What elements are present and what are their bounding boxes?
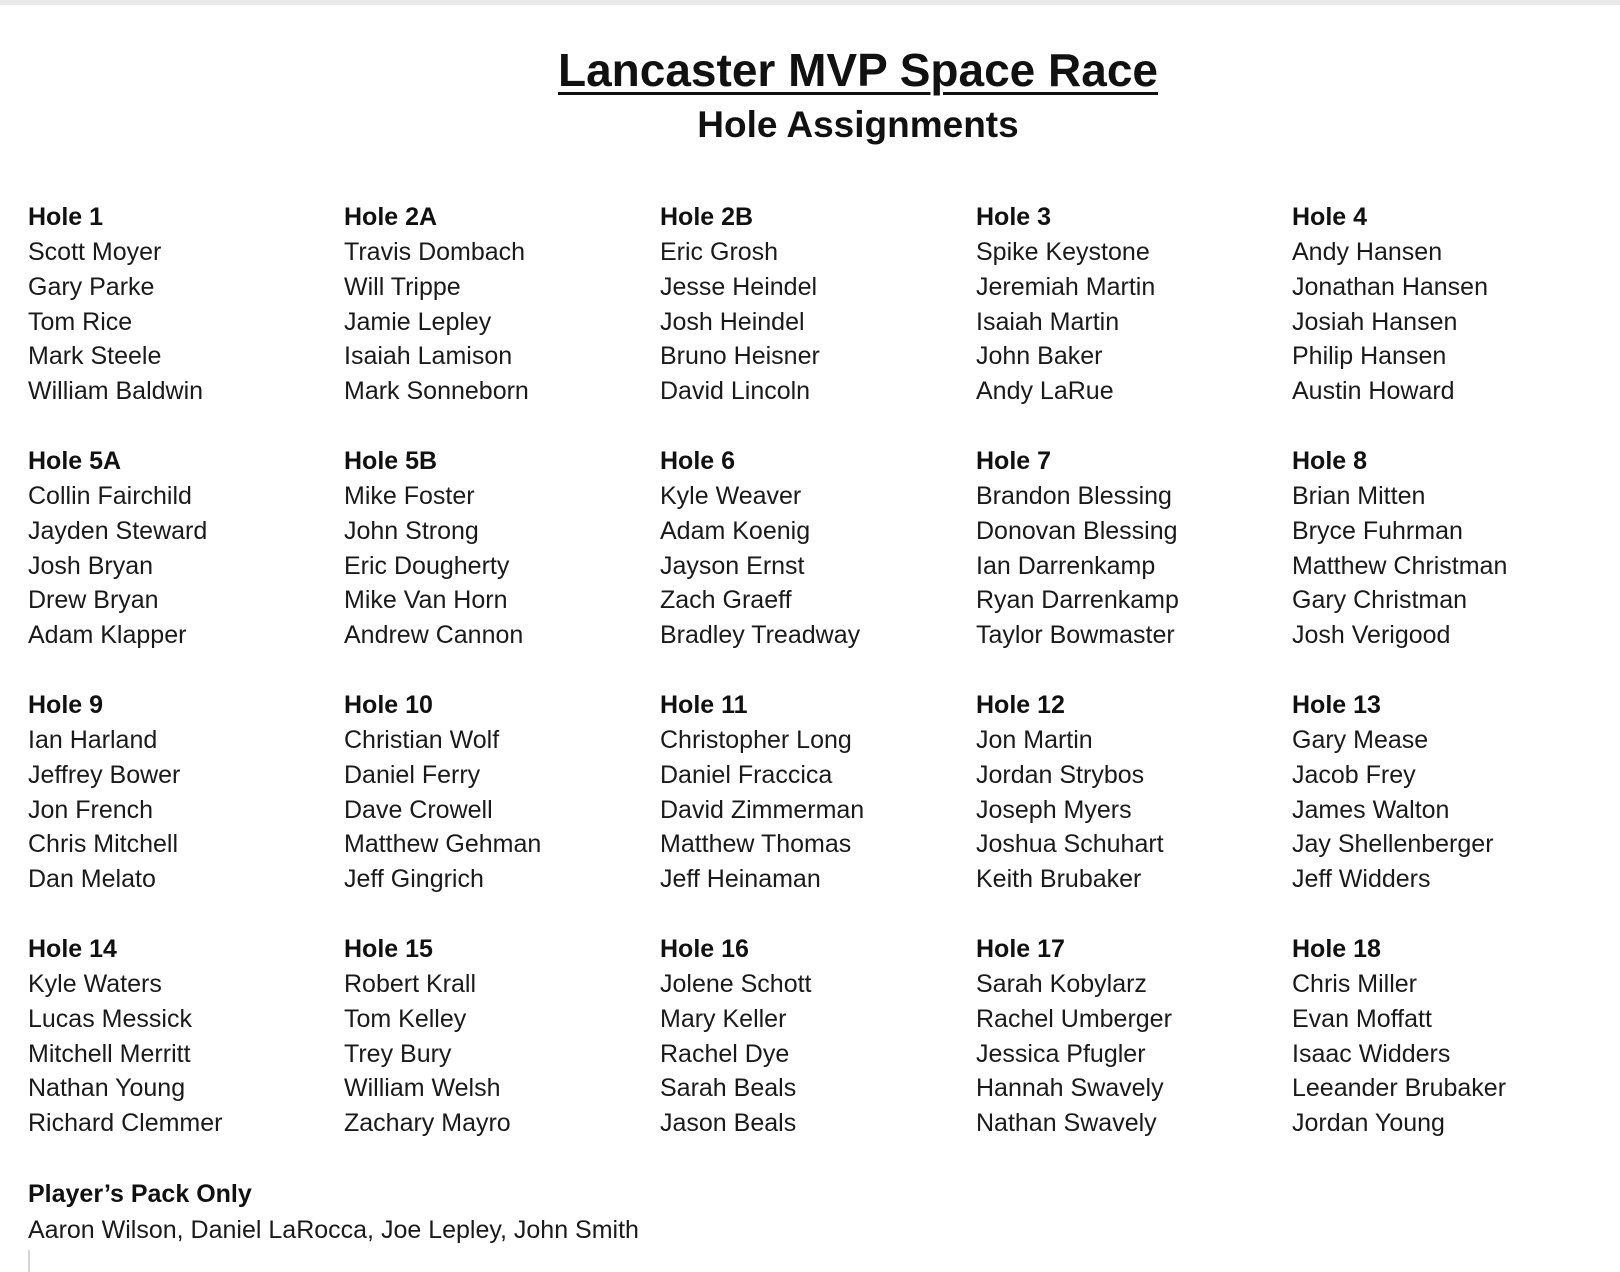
player-name: Kyle Waters bbox=[28, 970, 162, 998]
player-name: Mark Steele bbox=[28, 342, 162, 371]
player-list bbox=[660, 479, 976, 653]
player-name: Jeff Widders bbox=[1292, 865, 1431, 894]
player-name: Andy LaRue bbox=[976, 377, 1114, 406]
player-name: Jesse Heindel bbox=[660, 272, 818, 301]
hole-name: Hole 2B bbox=[660, 203, 754, 231]
hole-name: Hole 13 bbox=[1292, 691, 1381, 719]
player-name: Ian Harland bbox=[28, 726, 158, 754]
player-name: Jonathan Hansen bbox=[1292, 272, 1488, 301]
player-name: Christian Wolf bbox=[344, 726, 500, 754]
hole-block bbox=[344, 688, 660, 932]
player-name: William Baldwin bbox=[28, 377, 204, 406]
player-name: Gary Mease bbox=[1292, 726, 1429, 754]
player-list bbox=[976, 723, 1292, 897]
player-list bbox=[28, 967, 344, 1141]
player-list bbox=[660, 723, 976, 897]
hole-block bbox=[28, 444, 344, 688]
player-name: Jamie Lepley bbox=[344, 307, 492, 336]
hole-name: Hole 4 bbox=[1292, 203, 1368, 231]
player-name: Chris Miller bbox=[1292, 970, 1417, 998]
player-list bbox=[344, 235, 660, 409]
hole-block bbox=[976, 688, 1292, 932]
player-name: Keith Brubaker bbox=[976, 865, 1142, 894]
player-name: Donovan Blessing bbox=[976, 516, 1178, 545]
player-name: John Strong bbox=[344, 516, 479, 545]
hole-block bbox=[28, 932, 344, 1176]
player-name: Dan Melato bbox=[28, 865, 156, 894]
player-name: Hannah Swavely bbox=[976, 1074, 1164, 1103]
player-name: Spike Keystone bbox=[976, 238, 1150, 266]
player-name: Richard Clemmer bbox=[28, 1109, 223, 1138]
player-name: Mitchell Merritt bbox=[28, 1039, 191, 1068]
player-name: Matthew Christman bbox=[1292, 551, 1508, 580]
player-name: Rachel Dye bbox=[660, 1039, 790, 1068]
player-name: Chris Mitchell bbox=[28, 830, 179, 859]
player-name: Josiah Hansen bbox=[1292, 307, 1458, 336]
hole-name: Hole 7 bbox=[976, 447, 1052, 475]
hole-block bbox=[344, 200, 660, 444]
player-name: Adam Klapper bbox=[28, 621, 187, 650]
player-name: Ian Darrenkamp bbox=[976, 551, 1156, 580]
player-list bbox=[344, 967, 660, 1141]
players-pack-title: Player’s Pack Only bbox=[28, 1180, 252, 1208]
player-name: Drew Bryan bbox=[28, 586, 159, 615]
player-list bbox=[28, 479, 344, 653]
player-name: John Baker bbox=[976, 342, 1103, 371]
player-name: Evan Moffatt bbox=[1292, 1004, 1432, 1033]
player-list bbox=[28, 723, 344, 897]
player-name: Jordan Young bbox=[1292, 1109, 1445, 1138]
player-list bbox=[976, 479, 1292, 653]
player-name: Andy Hansen bbox=[1292, 238, 1443, 266]
player-name: Bruno Heisner bbox=[660, 342, 820, 371]
player-name: Matthew Thomas bbox=[660, 830, 852, 859]
player-name: Philip Hansen bbox=[1292, 342, 1447, 371]
player-name: Sarah Beals bbox=[660, 1074, 797, 1103]
player-name: Kyle Weaver bbox=[660, 482, 802, 510]
hole-name: Hole 15 bbox=[344, 935, 433, 963]
hole-name: Hole 18 bbox=[1292, 935, 1381, 963]
player-name: Ryan Darrenkamp bbox=[976, 586, 1179, 615]
player-list bbox=[1292, 723, 1608, 897]
hole-block bbox=[1292, 688, 1608, 932]
player-name: Tom Rice bbox=[28, 307, 133, 336]
player-name: Jeff Gingrich bbox=[344, 865, 484, 894]
hole-block bbox=[660, 932, 976, 1176]
player-name: Andrew Cannon bbox=[344, 621, 524, 650]
hole-block bbox=[660, 200, 976, 444]
hole-name: Hole 16 bbox=[660, 935, 749, 963]
player-name: Gary Christman bbox=[1292, 586, 1468, 615]
player-name: Jayson Ernst bbox=[660, 551, 805, 580]
player-name: Nathan Young bbox=[28, 1074, 186, 1103]
hole-name: Hole 2A bbox=[344, 203, 438, 231]
player-name: Christopher Long bbox=[660, 726, 852, 754]
player-name: Robert Krall bbox=[344, 970, 476, 998]
hole-block bbox=[660, 688, 976, 932]
player-name: Nathan Swavely bbox=[976, 1109, 1157, 1138]
player-name: Brandon Blessing bbox=[976, 482, 1172, 510]
player-name: Sarah Kobylarz bbox=[976, 970, 1147, 998]
hole-assignments-grid bbox=[28, 200, 1608, 1176]
hole-block bbox=[976, 444, 1292, 688]
player-name: Isaac Widders bbox=[1292, 1039, 1451, 1068]
hole-block bbox=[976, 932, 1292, 1176]
player-name: Jeff Heinaman bbox=[660, 865, 821, 894]
hole-name: Hole 5A bbox=[28, 447, 122, 475]
player-name: Eric Dougherty bbox=[344, 551, 510, 580]
player-list bbox=[1292, 479, 1608, 653]
hole-block bbox=[1292, 444, 1608, 688]
player-name: Jay Shellenberger bbox=[1292, 830, 1494, 859]
hole-block bbox=[344, 444, 660, 688]
player-name: Adam Koenig bbox=[660, 516, 811, 545]
player-name: Mary Keller bbox=[660, 1004, 787, 1033]
player-list bbox=[344, 723, 660, 897]
player-name: William Welsh bbox=[344, 1074, 501, 1103]
hole-name: Hole 12 bbox=[976, 691, 1065, 719]
hole-name: Hole 14 bbox=[28, 935, 117, 963]
player-name: Mike Foster bbox=[344, 482, 475, 510]
player-name: Josh Bryan bbox=[28, 551, 154, 580]
player-list bbox=[976, 235, 1292, 409]
player-name: Will Trippe bbox=[344, 272, 461, 301]
player-name: Matthew Gehman bbox=[344, 830, 542, 859]
player-name: Bradley Treadway bbox=[660, 621, 861, 650]
player-list bbox=[1292, 235, 1608, 409]
player-name: David Zimmerman bbox=[660, 795, 865, 824]
player-list bbox=[1292, 967, 1608, 1141]
player-name: Tom Kelley bbox=[344, 1004, 467, 1033]
player-name: Isaiah Lamison bbox=[344, 342, 513, 371]
player-name: Austin Howard bbox=[1292, 377, 1455, 406]
player-name: Joshua Schuhart bbox=[976, 830, 1164, 859]
player-name: Jeffrey Bower bbox=[28, 760, 181, 789]
player-list bbox=[660, 235, 976, 409]
player-name: Jon French bbox=[28, 795, 154, 824]
player-name: Dave Crowell bbox=[344, 795, 493, 824]
player-list bbox=[344, 479, 660, 653]
hole-name: Hole 3 bbox=[976, 203, 1052, 231]
player-name: Jolene Schott bbox=[660, 970, 812, 998]
text-cursor bbox=[28, 1250, 30, 1272]
player-list bbox=[660, 967, 976, 1141]
players-pack-names: Aaron Wilson, Daniel LaRocca, Joe Lepley, John Smith bbox=[28, 1216, 639, 1244]
page-title: Lancaster MVP Space Race bbox=[557, 44, 1159, 96]
player-name: David Lincoln bbox=[660, 377, 811, 406]
player-name: Jayden Steward bbox=[28, 516, 208, 545]
player-name: Daniel Fraccica bbox=[660, 760, 833, 789]
player-name: Jeremiah Martin bbox=[976, 272, 1156, 301]
player-name: Jacob Frey bbox=[1292, 760, 1416, 789]
player-name: Rachel Umberger bbox=[976, 1004, 1172, 1033]
player-name: Collin Fairchild bbox=[28, 482, 192, 510]
hole-block bbox=[660, 444, 976, 688]
hole-block bbox=[28, 200, 344, 444]
player-name: Taylor Bowmaster bbox=[976, 621, 1175, 650]
hole-block bbox=[28, 688, 344, 932]
player-name: Travis Dombach bbox=[344, 238, 526, 266]
player-name: Brian Mitten bbox=[1292, 482, 1426, 510]
player-name: Trey Bury bbox=[344, 1039, 452, 1068]
player-name: Daniel Ferry bbox=[344, 760, 481, 789]
hole-name: Hole 11 bbox=[660, 691, 748, 719]
player-name: Mark Sonneborn bbox=[344, 377, 529, 406]
player-name: Scott Moyer bbox=[28, 238, 162, 266]
player-name: Bryce Fuhrman bbox=[1292, 516, 1463, 545]
page-subtitle: Hole Assignments bbox=[697, 104, 1019, 145]
player-list bbox=[28, 235, 344, 409]
player-name: Jon Martin bbox=[976, 726, 1093, 754]
player-name: Leeander Brubaker bbox=[1292, 1074, 1507, 1103]
hole-name: Hole 8 bbox=[1292, 447, 1368, 475]
player-name: Mike Van Horn bbox=[344, 586, 508, 615]
hole-name: Hole 10 bbox=[344, 691, 433, 719]
player-name: Josh Heindel bbox=[660, 307, 805, 336]
player-name: Zachary Mayro bbox=[344, 1109, 511, 1138]
hole-block bbox=[1292, 200, 1608, 444]
player-name: Jessica Pfugler bbox=[976, 1039, 1146, 1068]
hole-block bbox=[976, 200, 1292, 444]
player-name: Lucas Messick bbox=[28, 1004, 192, 1033]
player-list bbox=[976, 967, 1292, 1141]
player-name: Jordan Strybos bbox=[976, 760, 1145, 789]
player-name: Josh Verigood bbox=[1292, 621, 1451, 650]
player-name: Joseph Myers bbox=[976, 795, 1132, 824]
player-name: Gary Parke bbox=[28, 272, 155, 301]
hole-name: Hole 6 bbox=[660, 447, 736, 475]
top-border bbox=[0, 0, 1620, 5]
hole-name: Hole 5B bbox=[344, 447, 438, 475]
hole-name: Hole 9 bbox=[28, 691, 104, 719]
player-name: Jason Beals bbox=[660, 1109, 797, 1138]
player-name: Zach Graeff bbox=[660, 586, 792, 615]
hole-block bbox=[344, 932, 660, 1176]
player-name: Isaiah Martin bbox=[976, 307, 1120, 336]
hole-block bbox=[1292, 932, 1608, 1176]
hole-name: Hole 17 bbox=[976, 935, 1065, 963]
players-pack-section bbox=[28, 1176, 1528, 1248]
player-name: Eric Grosh bbox=[660, 238, 779, 266]
hole-name: Hole 1 bbox=[28, 203, 104, 231]
player-name: James Walton bbox=[1292, 795, 1450, 824]
